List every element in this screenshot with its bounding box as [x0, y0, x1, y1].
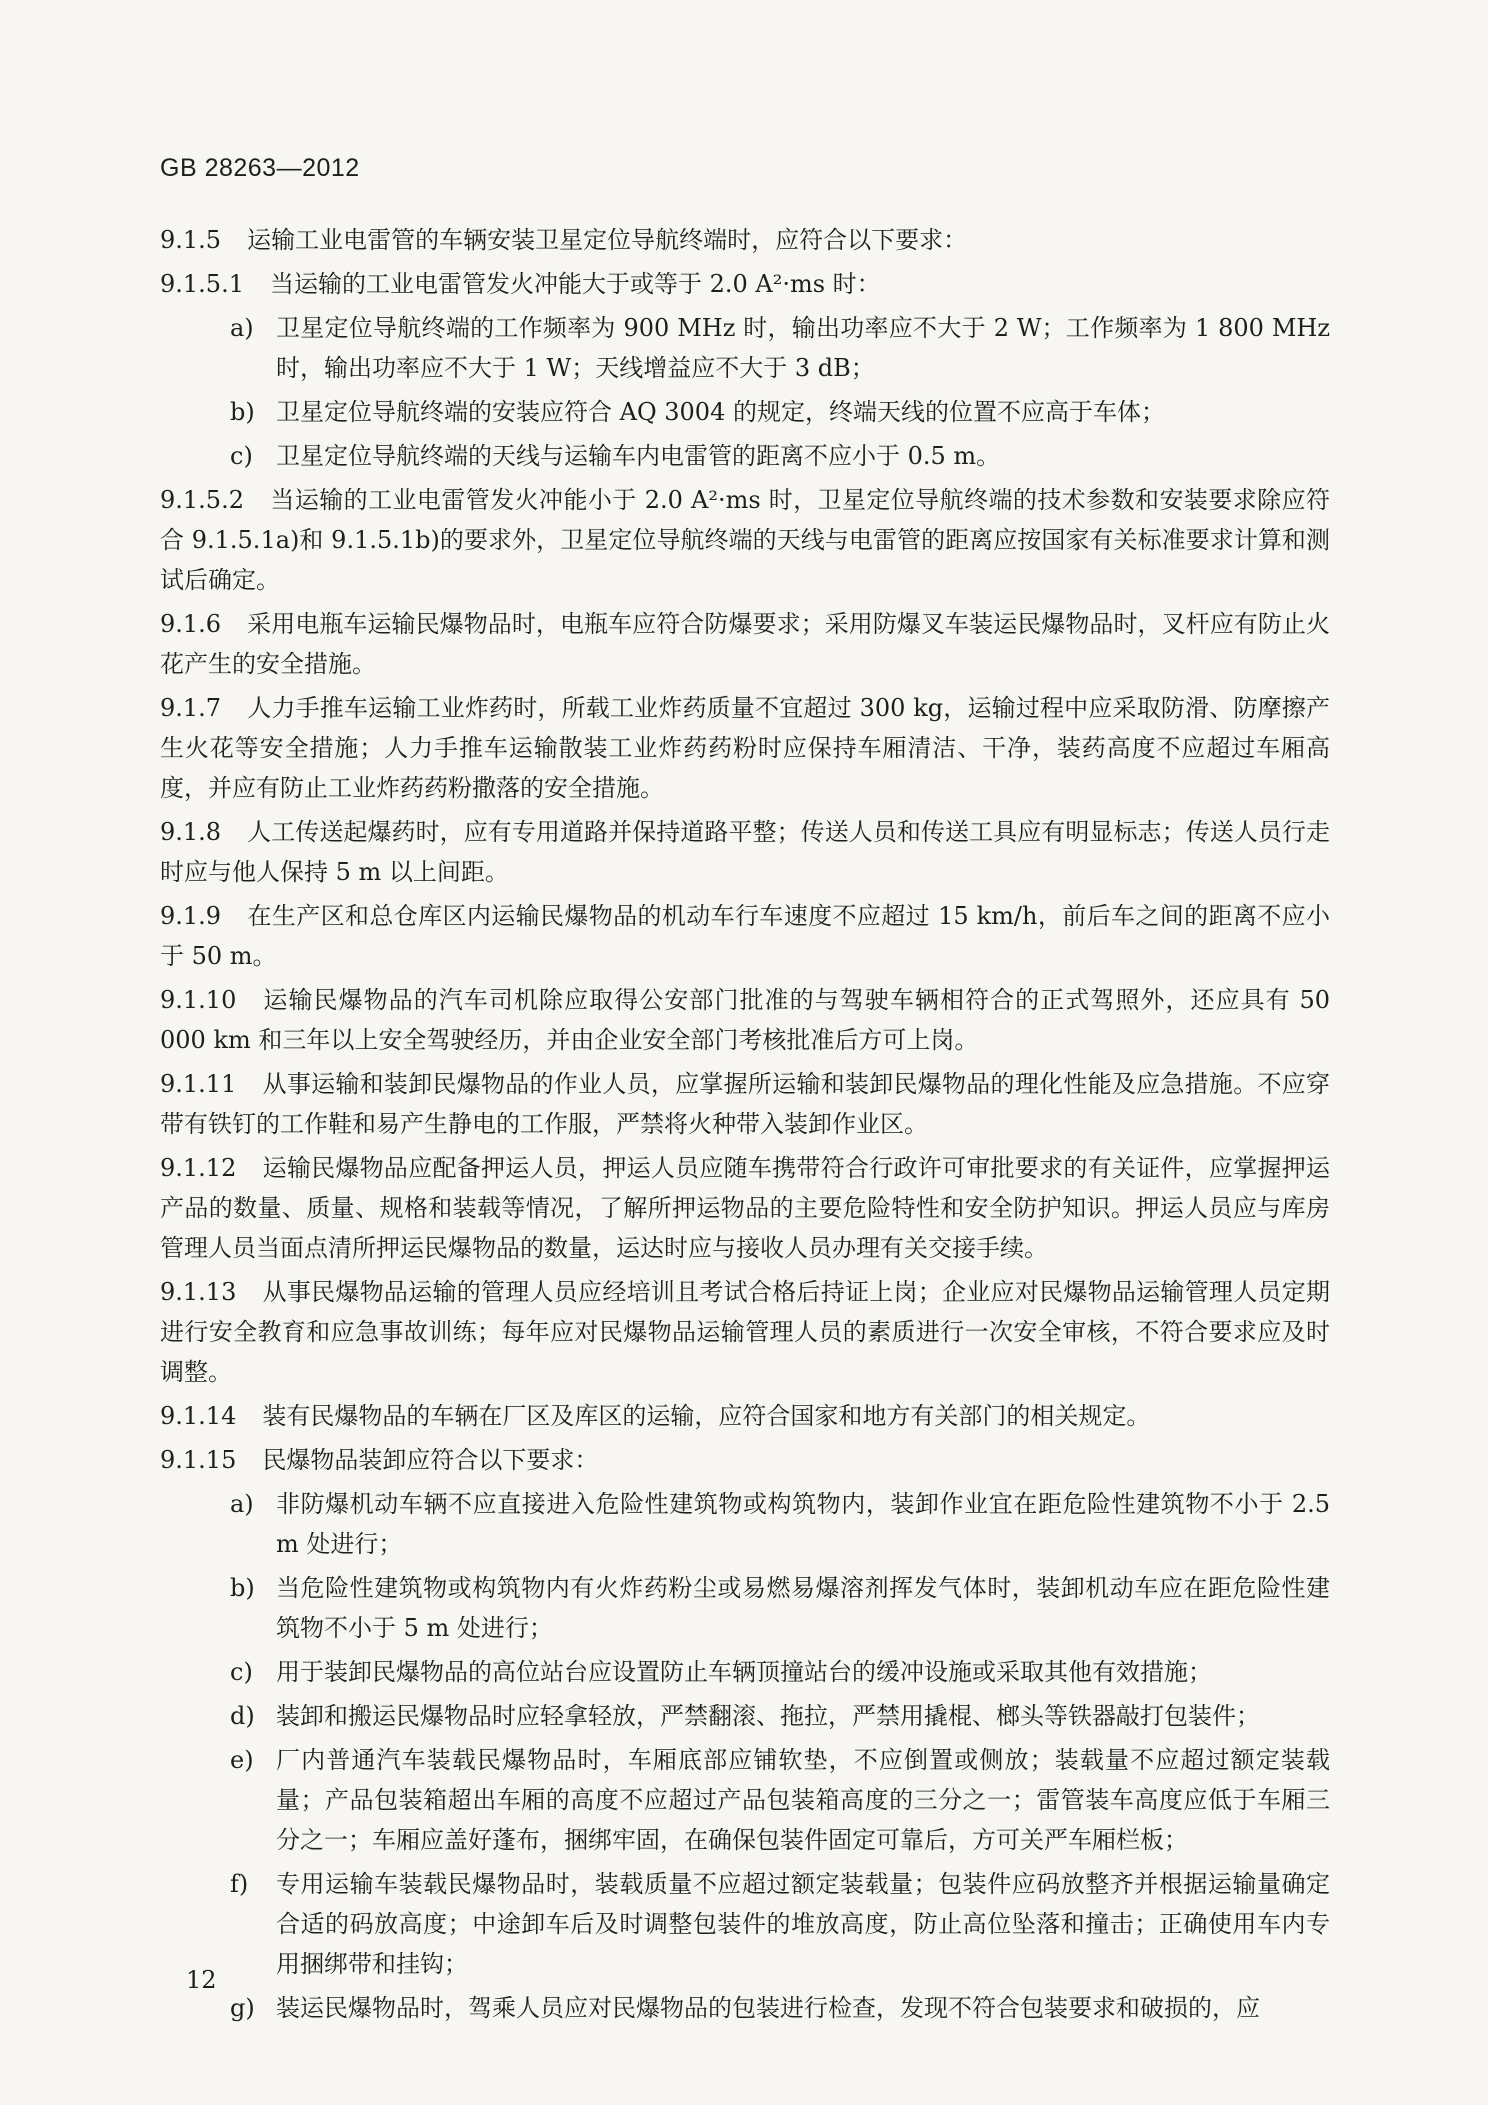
list-item-text: 当危险性建筑物或构筑物内有火炸药粉尘或易燃易爆溶剂挥发气体时，装卸机动车应在距危险性建筑物不小于 5 m 处进行； — [276, 1574, 1330, 1642]
clause-number: 9.1.7 — [160, 694, 222, 722]
clause-number: 9.1.5.1 — [160, 270, 244, 298]
list-item-text: 专用运输车装载民爆物品时，装载质量不应超过额定装载量；包装件应码放整齐并根据运输量确定合适的码放高度；中途卸车后及时调整包装件的堆放高度，防止高位坠落和撞击；正确使用车内专用捆绑带和挂钩； — [276, 1870, 1330, 1978]
list-item-marker: b) — [230, 398, 255, 426]
list-item-text: 装运民爆物品时，驾乘人员应对民爆物品的包装进行检查，发现不符合包装要求和破损的，应 — [276, 1994, 1260, 2022]
list-item-text: 厂内普通汽车装载民爆物品时，车厢底部应铺软垫，不应倒置或侧放；装载量不应超过额定装载量；产品包装箱超出车厢的高度不应超过产品包装箱高度的三分之一；雷管装车高度应低于车厢三分之一；车厢应盖好蓬布，捆绑牢固，在确保包装件固定可靠后，方可关严车厢栏板； — [276, 1746, 1330, 1854]
clause-number: 9.1.12 — [160, 1154, 237, 1182]
document-body — [160, 220, 1330, 2032]
list-item — [230, 1864, 1330, 1984]
page-number: 12 — [186, 1966, 217, 1994]
clause-paragraph — [160, 896, 1330, 976]
clause-text: 当运输的工业电雷管发火冲能大于或等于 2.0 A²·ms 时： — [269, 270, 881, 298]
clause-text: 从事民爆物品运输的管理人员应经培训且考试合格后持证上岗；企业应对民爆物品运输管理人员定期进行安全教育和应急事故训练；每年应对民爆物品运输管理人员的素质进行一次安全审核，不符合要求应及时调整。 — [160, 1278, 1330, 1386]
clause-text: 在生产区和总仓库区内运输民爆物品的机动车行车速度不应超过 15 km/h，前后车之间的距离不应小于 50 m。 — [160, 902, 1330, 970]
clause-paragraph — [160, 688, 1330, 808]
list-item — [230, 392, 1330, 432]
list-item-text: 非防爆机动车辆不应直接进入危险性建筑物或构筑物内，装卸作业宜在距危险性建筑物不小于 2.5 m 处进行； — [276, 1490, 1330, 1558]
clause-paragraph — [160, 1148, 1330, 1268]
list-item-marker: g) — [230, 1994, 255, 2022]
clause-number: 9.1.11 — [160, 1070, 237, 1098]
clause-paragraph — [160, 1440, 1330, 1480]
clause-number: 9.1.8 — [160, 818, 222, 846]
clause-paragraph — [160, 480, 1330, 600]
clause-text: 运输民爆物品的汽车司机除应取得公安部门批准的与驾驶车辆相符合的正式驾照外，还应具有 50 000 km 和三年以上安全驾驶经历，并由企业安全部门考核批准后方可上岗。 — [160, 986, 1330, 1054]
clause-paragraph — [160, 1272, 1330, 1392]
list-item — [230, 1740, 1330, 1860]
standard-code: GB 28263—2012 — [160, 154, 360, 182]
list-item-text: 卫星定位导航终端的天线与运输车内电雷管的距离不应小于 0.5 m。 — [276, 442, 1001, 470]
list-item — [230, 1568, 1330, 1648]
clause-number: 9.1.6 — [160, 610, 222, 638]
clause-paragraph — [160, 812, 1330, 892]
clause-paragraph — [160, 1064, 1330, 1144]
clause-number: 9.1.5 — [160, 226, 222, 254]
list-item-marker: c) — [230, 442, 253, 470]
list-item — [230, 1988, 1330, 2028]
clause-text: 人力手推车运输工业炸药时，所载工业炸药质量不宜超过 300 kg，运输过程中应采取防滑、防摩擦产生火花等安全措施；人力手推车运输散装工业炸药药粉时应保持车厢清洁、干净，装药高度不应超过车厢高度，并应有防止工业炸药药粉撒落的安全措施。 — [160, 694, 1330, 802]
clause-number: 9.1.9 — [160, 902, 222, 930]
clause-number: 9.1.14 — [160, 1402, 237, 1430]
list-item-marker: a) — [230, 314, 254, 342]
list-item-marker: d) — [230, 1702, 255, 1730]
clause-text: 装有民爆物品的车辆在厂区及库区的运输，应符合国家和地方有关部门的相关规定。 — [262, 1402, 1151, 1430]
clause-number: 9.1.5.2 — [160, 486, 244, 514]
list-item — [230, 308, 1330, 388]
list-item-marker: e) — [230, 1746, 254, 1774]
clause-text: 人工传送起爆药时，应有专用道路并保持道路平整；传送人员和传送工具应有明显标志；传送人员行走时应与他人保持 5 m 以上间距。 — [160, 818, 1330, 886]
list-item — [230, 1484, 1330, 1564]
clause-number: 9.1.13 — [160, 1278, 237, 1306]
clause-text: 运输民爆物品应配备押运人员，押运人员应随车携带符合行政许可审批要求的有关证件，应掌握押运产品的数量、质量、规格和装载等情况，了解所押运物品的主要危险特性和安全防护知识。押运人员应与库房管理人员当面点清所押运民爆物品的数量，运达时应与接收人员办理有关交接手续。 — [160, 1154, 1330, 1262]
clause-text: 采用电瓶车运输民爆物品时，电瓶车应符合防爆要求；采用防爆叉车装运民爆物品时，叉杆应有防止火花产生的安全措施。 — [160, 610, 1330, 678]
list-item-marker: a) — [230, 1490, 254, 1518]
clause-number: 9.1.10 — [160, 986, 237, 1014]
list-item — [230, 1652, 1330, 1692]
clause-number: 9.1.15 — [160, 1446, 237, 1474]
clause-paragraph — [160, 1396, 1330, 1436]
list-item — [230, 1696, 1330, 1736]
list-item-text: 用于装卸民爆物品的高位站台应设置防止车辆顶撞站台的缓冲设施或采取其他有效措施； — [276, 1658, 1212, 1686]
list-item-text: 卫星定位导航终端的工作频率为 900 MHz 时，输出功率应不大于 2 W；工作频率为 1 800 MHz 时，输出功率应不大于 1 W；天线增益应不大于 3 dB； — [276, 314, 1330, 382]
clause-text: 民爆物品装卸应符合以下要求： — [262, 1446, 599, 1474]
list-item-marker: c) — [230, 1658, 253, 1686]
list-item-text: 卫星定位导航终端的安装应符合 AQ 3004 的规定，终端天线的位置不应高于车体； — [276, 398, 1165, 426]
list-item-text: 装卸和搬运民爆物品时应轻拿轻放，严禁翻滚、拖拉，严禁用撬棍、榔头等铁器敲打包装件； — [276, 1702, 1260, 1730]
list-item-marker: f) — [230, 1870, 249, 1898]
clause-text: 当运输的工业电雷管发火冲能小于 2.0 A²·ms 时，卫星定位导航终端的技术参数和安装要求除应符合 9.1.5.1a)和 9.1.5.1b)的要求外，卫星定位导航终端的天线与电雷管的距离应按国家有关标准要求计算和测试后确定。 — [160, 486, 1330, 594]
clause-paragraph — [160, 980, 1330, 1060]
clause-paragraph — [160, 604, 1330, 684]
clause-text: 从事运输和装卸民爆物品的作业人员，应掌握所运输和装卸民爆物品的理化性能及应急措施。不应穿带有铁钉的工作鞋和易产生静电的工作服，严禁将火种带入装卸作业区。 — [160, 1070, 1330, 1138]
clause-paragraph — [160, 264, 1330, 304]
list-item — [230, 436, 1330, 476]
list-item-marker: b) — [230, 1574, 255, 1602]
clause-text: 运输工业电雷管的车辆安装卫星定位导航终端时，应符合以下要求： — [247, 226, 968, 254]
clause-paragraph — [160, 220, 1330, 260]
